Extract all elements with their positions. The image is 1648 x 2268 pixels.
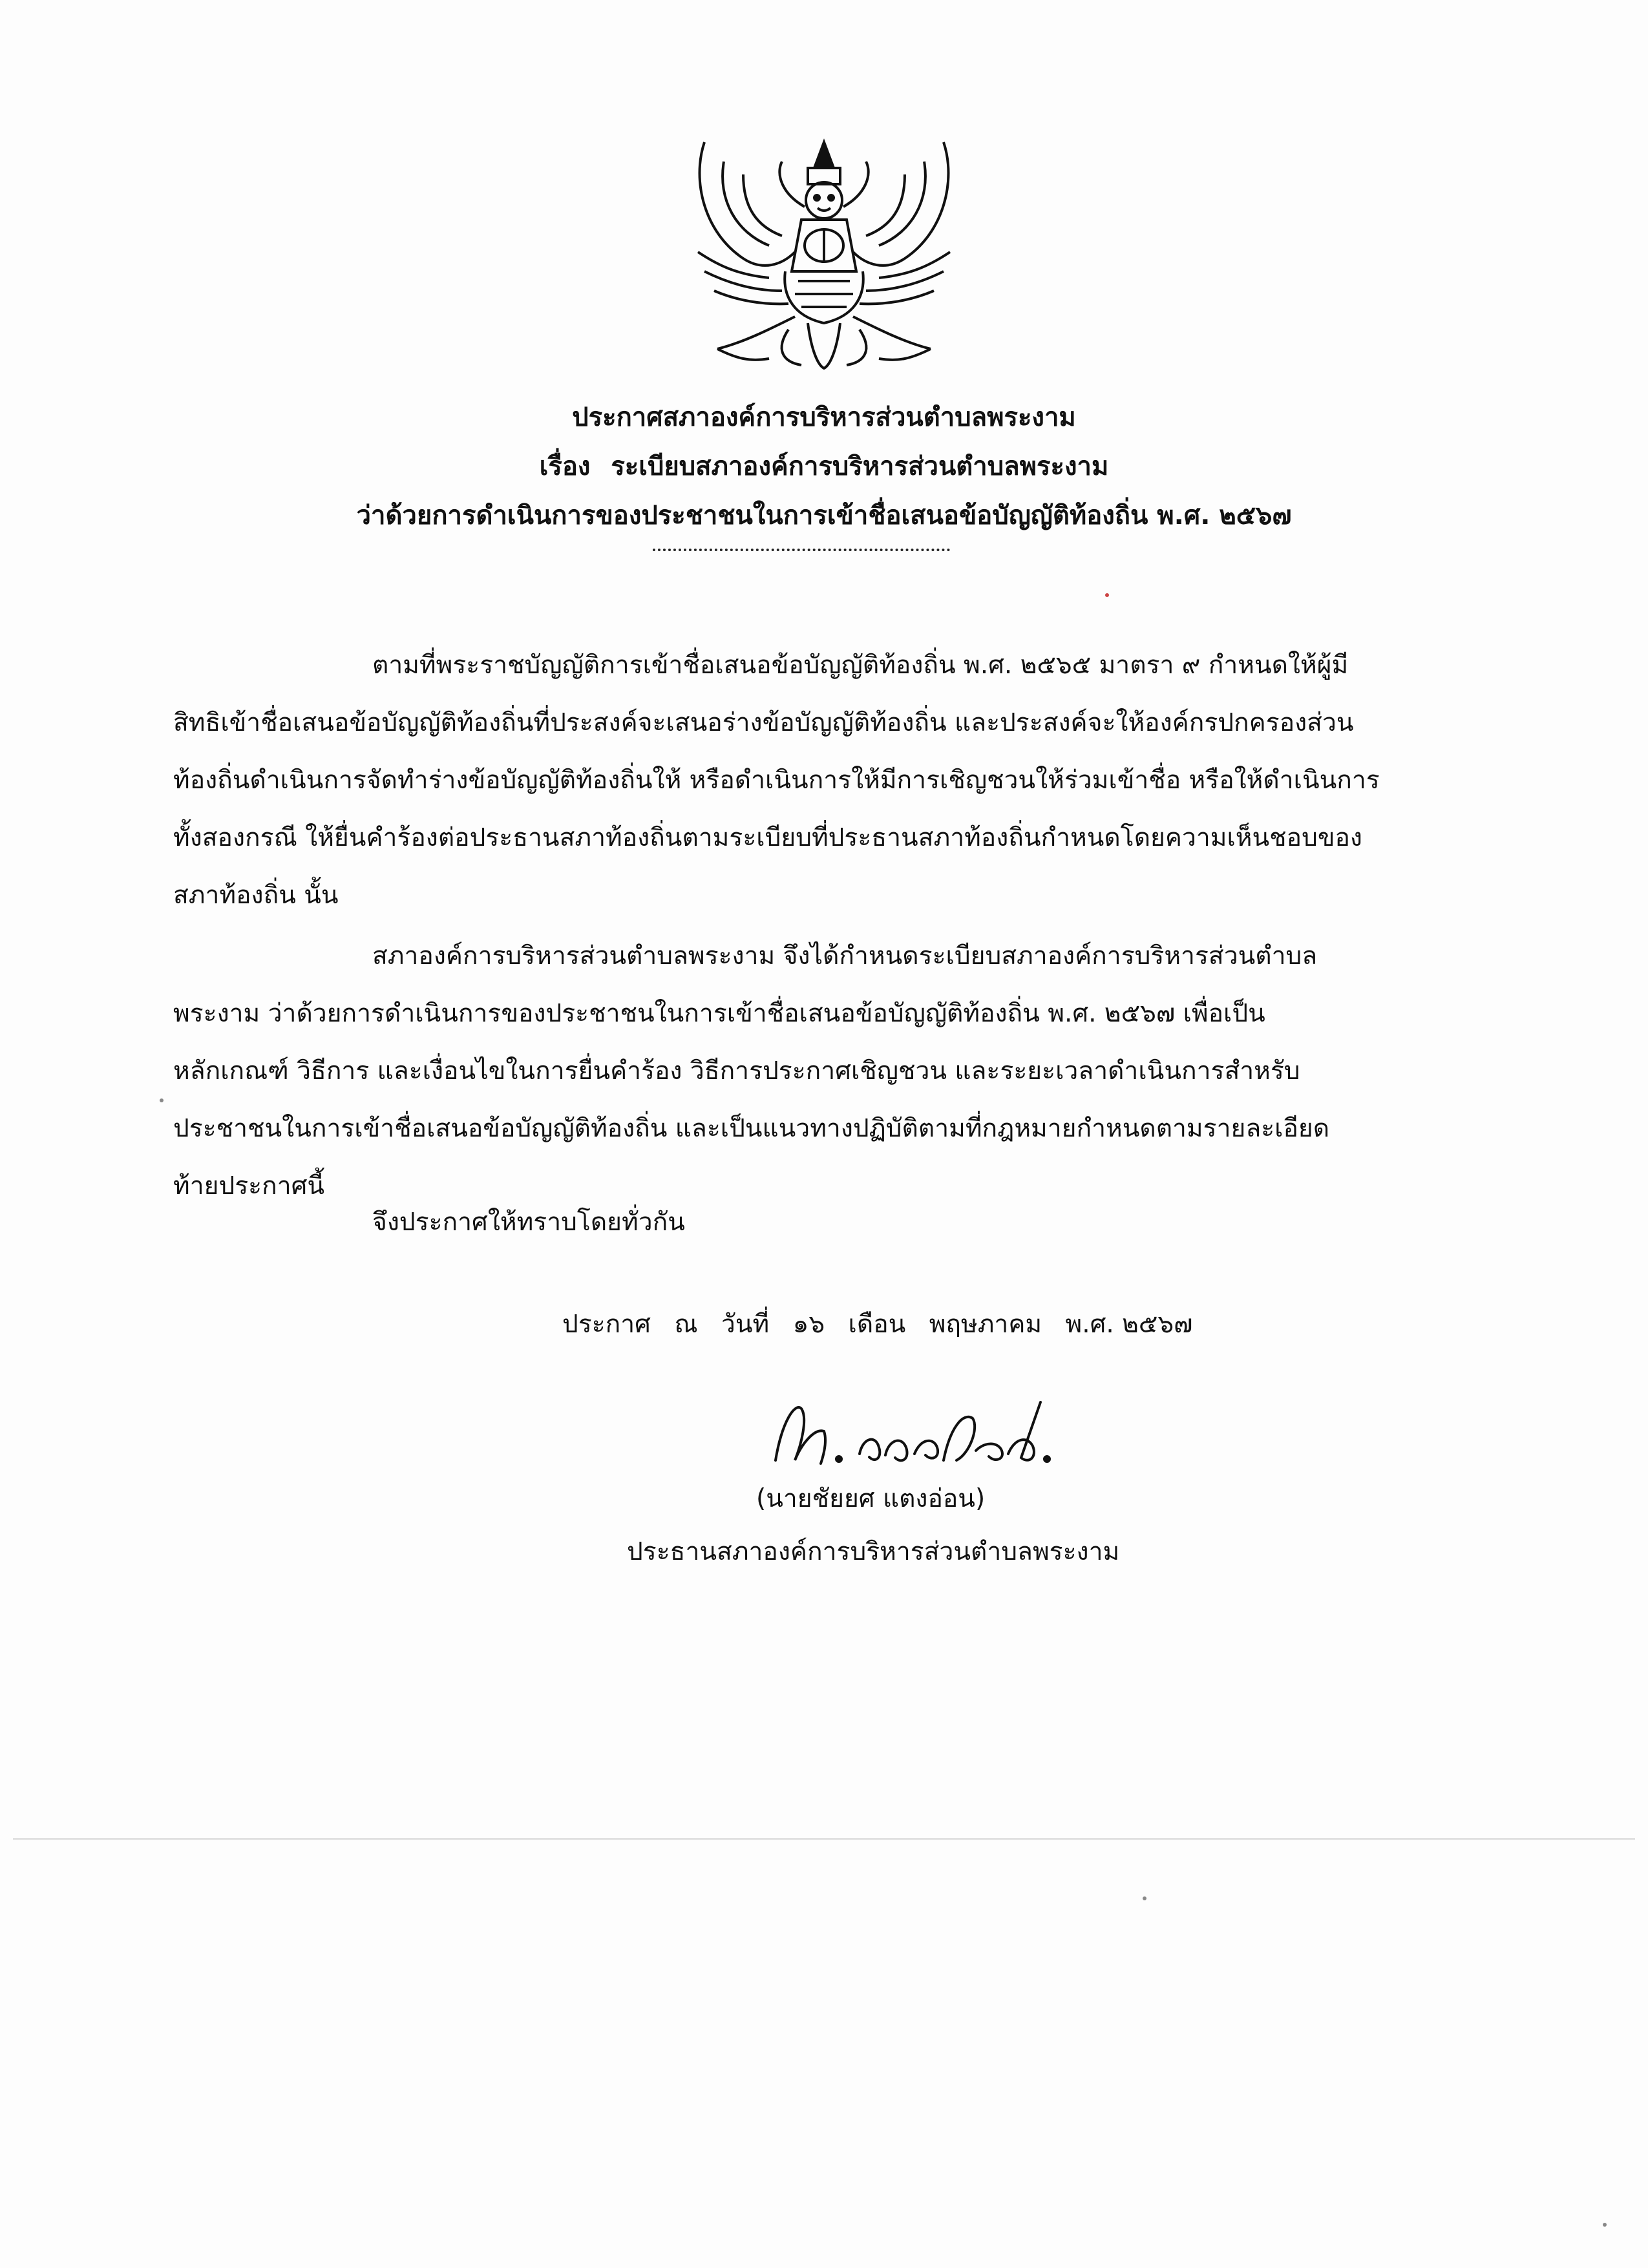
paragraph-2-line: พระงาม ว่าด้วยการดำเนินการของประชาชนในการเข้าชื่อเสนอข้อบัญญัติท้องถิ่น พ.ศ. ๒๕๖๗ เพื่อเป็น: [173, 999, 1265, 1028]
handwritten-signature: [763, 1383, 1060, 1480]
paragraph-1: [173, 636, 1450, 924]
announcement-header: [194, 393, 1454, 540]
scan-speck: [1105, 593, 1109, 597]
date-year: พ.ศ. ๒๕๖๗: [1065, 1310, 1193, 1339]
announcement-title: ประกาศสภาองค์การบริหารส่วนตำบลพระงาม: [572, 403, 1076, 432]
paragraph-1-line: ทั้งสองกรณี ให้ยื่นคำร้องต่อประธานสภาท้องถิ่นตามระเบียบที่ประธานสภาท้องถิ่นกำหนดโดยความเห็นชอบของ: [173, 823, 1362, 852]
paragraph-1-line: สภาท้องถิ่น นั้น: [173, 881, 339, 910]
scan-artifact-line: [13, 1838, 1635, 1840]
garuda-emblem-icon: [679, 136, 969, 375]
date-day-label: วันที่: [721, 1310, 770, 1339]
scan-speck: [1143, 1896, 1146, 1900]
announcement-subtitle: ว่าด้วยการดำเนินการของประชาชนในการเข้าชื่อเสนอข้อบัญญัติท้องถิ่น พ.ศ. ๒๕๖๗: [356, 501, 1292, 530]
signer-name: (นายชัยยศ แตงอ่อน): [756, 1484, 986, 1513]
signer-position: ประธานสภาองค์การบริหารส่วนตำบลพระงาม: [627, 1537, 1120, 1566]
paragraph-1-line: ตามที่พระราชบัญญัติการเข้าชื่อเสนอข้อบัญญัติท้องถิ่น พ.ศ. ๒๕๖๕ มาตรา ๙ กำหนดให้ผู้มี: [372, 651, 1349, 680]
paragraph-2-line: สภาองค์การบริหารส่วนตำบลพระงาม จึงได้กำหนดระเบียบสภาองค์การบริหารส่วนตำบล: [372, 941, 1318, 971]
paragraph-2-line: หลักเกณฑ์ วิธีการ และเงื่อนไขในการยื่นคำร้อง วิธีการประกาศเชิญชวน และระยะเวลาดำเนินการสำหรับ: [173, 1056, 1300, 1086]
announcement-date: [562, 1305, 1209, 1344]
date-month-label: เดือน: [848, 1310, 906, 1339]
dotted-separator: [653, 546, 950, 551]
date-at: ณ: [674, 1310, 698, 1339]
date-prefix: ประกาศ: [562, 1310, 651, 1339]
paragraph-2-line: ประชาชนในการเข้าชื่อเสนอข้อบัญญัติท้องถิ่น และเป็นแนวทางปฏิบัติตามที่กฎหมายกำหนดตามรายละเอียด: [173, 1114, 1330, 1143]
announcement-subject: [194, 442, 1454, 491]
scan-speck: [160, 1098, 164, 1102]
paragraph-2: [173, 927, 1450, 1215]
subject-label: เรื่อง: [539, 452, 591, 481]
closing-statement: จึงประกาศให้ทราบโดยทั่วกัน: [372, 1208, 685, 1237]
scan-speck: [1603, 2223, 1607, 2227]
date-month: พฤษภาคม: [929, 1310, 1042, 1339]
paragraph-2-line: ท้ายประกาศนี้: [173, 1171, 325, 1201]
subject-text: ระเบียบสภาองค์การบริหารส่วนตำบลพระงาม: [611, 452, 1109, 481]
paragraph-1-line: ท้องถิ่นดำเนินการจัดทำร่างข้อบัญญัติท้องถิ่นให้ หรือดำเนินการให้มีการเชิญชวนให้ร่วมเข้าชื่อ หรือให้ดำเนินการ: [173, 766, 1380, 795]
date-day: ๑๖: [792, 1310, 825, 1339]
paragraph-1-line: สิทธิเข้าชื่อเสนอข้อบัญญัติท้องถิ่นที่ประสงค์จะเสนอร่างข้อบัญญัติท้องถิ่น และประสงค์จะให้องค์กรปกครองส่วน: [173, 708, 1354, 737]
